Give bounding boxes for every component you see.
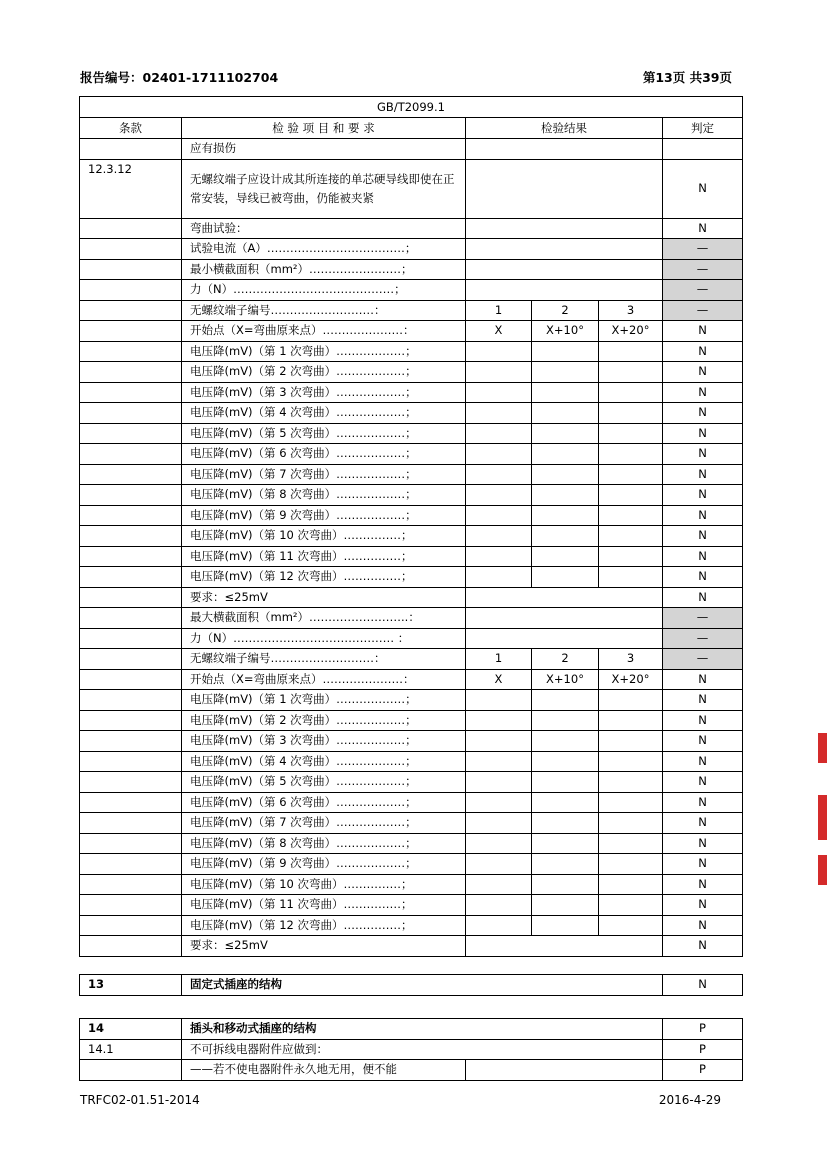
clause-cell — [80, 546, 182, 567]
section-14-last-text: ——若不使电器附件永久地无用，便不能 — [182, 1060, 466, 1081]
clause-cell — [80, 218, 182, 239]
page-info: 第13页 共39页 — [642, 70, 732, 85]
result-2 — [532, 505, 599, 526]
verdict-cell: N — [663, 772, 743, 793]
result-2 — [532, 423, 599, 444]
result-2 — [532, 731, 599, 752]
table-row — [80, 485, 743, 506]
result-3 — [599, 690, 663, 711]
clause-cell — [80, 669, 182, 690]
footer-date: 2016-4-29 — [658, 1093, 721, 1107]
voltage-drop-item: 电压降(mV)（第 10 次弯曲）……………； — [182, 526, 466, 547]
verdict-cell: N — [663, 218, 743, 239]
result-1: X — [466, 669, 532, 690]
seal-stamp-fragment — [818, 795, 827, 840]
table-row — [80, 218, 743, 239]
voltage-drop-item: 电压降(mV)（第 5 次弯曲）………………； — [182, 772, 466, 793]
table-row — [80, 505, 743, 526]
table-row — [80, 526, 743, 547]
col-header-item: 检 验 项 目 和 要 求 — [182, 118, 466, 139]
voltage-drop-item: 电压降(mV)（第 12 次弯曲）……………； — [182, 915, 466, 936]
result-cell — [466, 608, 663, 629]
clause-cell — [80, 854, 182, 875]
result-3: 3 — [599, 300, 663, 321]
result-cell — [466, 259, 663, 280]
clause-cell — [80, 833, 182, 854]
verdict-cell: N — [663, 341, 743, 362]
result-cell — [466, 239, 663, 260]
voltage-drop-item: 电压降(mV)（第 7 次弯曲）………………； — [182, 813, 466, 834]
verdict-cell: N — [663, 587, 743, 608]
result-2 — [532, 751, 599, 772]
table-row — [80, 608, 743, 629]
voltage-drop-item: 电压降(mV)（第 2 次弯曲）………………； — [182, 362, 466, 383]
item-cell: 开始点（X=弯曲原来点）…………………： — [182, 669, 466, 690]
result-2 — [532, 813, 599, 834]
result-2 — [532, 772, 599, 793]
result-2: X+10° — [532, 669, 599, 690]
standard-title: GB/T2099.1 — [80, 97, 743, 118]
verdict-cell: N — [663, 936, 743, 957]
table-row — [80, 239, 743, 260]
verdict-cell: N — [663, 505, 743, 526]
clause-cell — [80, 485, 182, 506]
clause-cell — [80, 628, 182, 649]
clause-cell — [80, 608, 182, 629]
clause-cell — [80, 300, 182, 321]
table-row — [80, 341, 743, 362]
clause-cell — [80, 321, 182, 342]
table-row — [80, 280, 743, 301]
result-1 — [466, 485, 532, 506]
inspection-table — [79, 96, 743, 139]
result-1 — [466, 854, 532, 875]
clause-cell — [80, 382, 182, 403]
verdict-cell: N — [663, 423, 743, 444]
verdict-cell: N — [663, 915, 743, 936]
table-row — [80, 792, 743, 813]
result-2 — [532, 710, 599, 731]
verdict-cell-shaded: — — [663, 628, 743, 649]
result-3 — [599, 751, 663, 772]
result-1 — [466, 546, 532, 567]
result-3 — [599, 731, 663, 752]
result-1 — [466, 423, 532, 444]
clause-cell — [80, 772, 182, 793]
table-row — [80, 915, 743, 936]
result-1 — [466, 362, 532, 383]
result-1 — [466, 895, 532, 916]
result-2 — [532, 444, 599, 465]
result-1: 1 — [466, 300, 532, 321]
clause-cell — [80, 239, 182, 260]
verdict-cell: N — [663, 813, 743, 834]
table-row — [80, 444, 743, 465]
result-1 — [466, 382, 532, 403]
footer-doc-code: TRFC02-01.51-2014 — [80, 1093, 200, 1107]
verdict-cell: N — [663, 895, 743, 916]
verdict-cell: N — [663, 403, 743, 424]
result-2 — [532, 341, 599, 362]
table-row — [80, 854, 743, 875]
result-1 — [466, 731, 532, 752]
table-row — [80, 628, 743, 649]
voltage-drop-item: 电压降(mV)（第 7 次弯曲）………………； — [182, 464, 466, 485]
clause-cell — [80, 813, 182, 834]
result-2 — [532, 382, 599, 403]
result-3 — [599, 813, 663, 834]
verdict-cell: N — [663, 444, 743, 465]
item-cell: 最小横截面积（mm²）……………………； — [182, 259, 466, 280]
verdict-cell: N — [663, 690, 743, 711]
seal-stamp-fragment — [818, 733, 827, 763]
table-row — [80, 139, 743, 160]
clause-cell — [80, 280, 182, 301]
verdict-cell-shaded: — — [663, 649, 743, 670]
result-1: X — [466, 321, 532, 342]
table-row — [80, 833, 743, 854]
table-row — [80, 300, 743, 321]
result-3 — [599, 895, 663, 916]
voltage-drop-item: 电压降(mV)（第 3 次弯曲）………………； — [182, 382, 466, 403]
result-2 — [532, 915, 599, 936]
section-13-table — [79, 974, 743, 996]
report-number: 报告编号：02401-1711102704 — [80, 70, 279, 85]
table-row — [80, 259, 743, 280]
clause-cell — [80, 936, 182, 957]
section-13-title: 固定式插座的结构 — [182, 975, 663, 996]
requirement-item: 要求：≤25mV — [182, 936, 466, 957]
result-3 — [599, 915, 663, 936]
result-2 — [532, 403, 599, 424]
section-14-title: 插头和移动式插座的结构 — [182, 1019, 663, 1040]
result-2 — [532, 874, 599, 895]
voltage-drop-item: 电压降(mV)（第 4 次弯曲）………………； — [182, 751, 466, 772]
result-3 — [599, 854, 663, 875]
result-3 — [599, 464, 663, 485]
section-14-last-verdict: P — [663, 1060, 743, 1081]
table-row — [80, 403, 743, 424]
verdict-cell: N — [663, 854, 743, 875]
table-row — [80, 751, 743, 772]
section-14-last-result — [466, 1060, 663, 1081]
verdict-cell: N — [663, 710, 743, 731]
result-1 — [466, 690, 532, 711]
table-row — [80, 423, 743, 444]
voltage-drop-item: 电压降(mV)（第 5 次弯曲）………………； — [182, 423, 466, 444]
requirement-item: 要求：≤25mV — [182, 587, 466, 608]
table-row — [80, 772, 743, 793]
voltage-drop-item: 电压降(mV)（第 1 次弯曲）………………； — [182, 690, 466, 711]
table-row — [80, 813, 743, 834]
result-1 — [466, 444, 532, 465]
item-cell: 开始点（X=弯曲原来点）…………………： — [182, 321, 466, 342]
clause-cell — [80, 403, 182, 424]
table-row — [80, 321, 743, 342]
result-3: 3 — [599, 649, 663, 670]
result-3 — [599, 444, 663, 465]
clause-cell — [80, 259, 182, 280]
result-1 — [466, 772, 532, 793]
clause-cell — [80, 341, 182, 362]
result-3 — [599, 546, 663, 567]
result-3 — [599, 382, 663, 403]
table-row — [80, 731, 743, 752]
result-1 — [466, 341, 532, 362]
result-cell — [466, 936, 663, 957]
voltage-drop-item: 电压降(mV)（第 1 次弯曲）………………； — [182, 341, 466, 362]
verdict-cell-shaded: — — [663, 608, 743, 629]
voltage-drop-item: 电压降(mV)（第 8 次弯曲）………………； — [182, 485, 466, 506]
verdict-cell: N — [663, 382, 743, 403]
clause-cell — [80, 731, 182, 752]
result-2 — [532, 854, 599, 875]
section-14-1-clause: 14.1 — [80, 1039, 182, 1060]
voltage-drop-item: 电压降(mV)（第 9 次弯曲）………………； — [182, 854, 466, 875]
table-row — [80, 874, 743, 895]
table-row — [80, 567, 743, 588]
result-3 — [599, 710, 663, 731]
clause-cell — [80, 874, 182, 895]
table-row — [80, 159, 743, 218]
item-cell: 弯曲试验： — [182, 218, 466, 239]
section-14-last-clause — [80, 1060, 182, 1081]
table-row — [80, 362, 743, 383]
result-2 — [532, 485, 599, 506]
table-row — [80, 895, 743, 916]
verdict-cell: N — [663, 321, 743, 342]
voltage-drop-item: 电压降(mV)（第 4 次弯曲）………………； — [182, 403, 466, 424]
clause-cell — [80, 444, 182, 465]
result-3 — [599, 772, 663, 793]
voltage-drop-item: 电压降(mV)（第 6 次弯曲）………………； — [182, 444, 466, 465]
verdict-cell — [663, 139, 743, 160]
inspection-body-table — [79, 138, 743, 957]
verdict-cell: N — [663, 751, 743, 772]
section-14-table — [79, 1018, 743, 1081]
result-2 — [532, 464, 599, 485]
result-2: 2 — [532, 300, 599, 321]
verdict-cell: N — [663, 546, 743, 567]
verdict-cell: N — [663, 159, 743, 218]
result-3 — [599, 792, 663, 813]
voltage-drop-item: 电压降(mV)（第 10 次弯曲）……………； — [182, 874, 466, 895]
result-3 — [599, 362, 663, 383]
table-row — [80, 690, 743, 711]
result-cell — [466, 218, 663, 239]
result-1 — [466, 813, 532, 834]
clause-cell — [80, 567, 182, 588]
result-cell — [466, 587, 663, 608]
verdict-cell: N — [663, 731, 743, 752]
clause-cell — [80, 751, 182, 772]
clause-cell — [80, 505, 182, 526]
result-1 — [466, 751, 532, 772]
voltage-drop-item: 电压降(mV)（第 3 次弯曲）………………； — [182, 731, 466, 752]
item-cell: 试验电流（A）………………………………； — [182, 239, 466, 260]
result-3 — [599, 341, 663, 362]
section-14-1-verdict: P — [663, 1039, 743, 1060]
verdict-cell-shaded: — — [663, 259, 743, 280]
result-3 — [599, 874, 663, 895]
result-2 — [532, 792, 599, 813]
section-14-clause: 14 — [80, 1019, 182, 1040]
result-1 — [466, 710, 532, 731]
section-14-verdict: P — [663, 1019, 743, 1040]
result-1 — [466, 874, 532, 895]
clause-cell — [80, 792, 182, 813]
result-2 — [532, 690, 599, 711]
result-2 — [532, 546, 599, 567]
result-2 — [532, 362, 599, 383]
verdict-cell: N — [663, 567, 743, 588]
verdict-cell: N — [663, 874, 743, 895]
result-1 — [466, 833, 532, 854]
result-3: X+20° — [599, 669, 663, 690]
result-1 — [466, 526, 532, 547]
table-row — [80, 382, 743, 403]
result-1 — [466, 915, 532, 936]
result-3 — [599, 505, 663, 526]
verdict-cell: N — [663, 792, 743, 813]
voltage-drop-item: 电压降(mV)（第 12 次弯曲）……………； — [182, 567, 466, 588]
result-2 — [532, 526, 599, 547]
clause-cell — [80, 362, 182, 383]
clause-cell — [80, 895, 182, 916]
verdict-cell: N — [663, 485, 743, 506]
item-cell: 无螺纹端子编号………………………： — [182, 300, 466, 321]
result-1 — [466, 792, 532, 813]
table-row — [80, 587, 743, 608]
table-row — [80, 936, 743, 957]
result-1 — [466, 403, 532, 424]
seal-stamp-fragment — [818, 855, 827, 885]
verdict-cell: N — [663, 464, 743, 485]
result-3: X+20° — [599, 321, 663, 342]
result-3 — [599, 833, 663, 854]
table-row — [80, 710, 743, 731]
voltage-drop-item: 电压降(mV)（第 8 次弯曲）………………； — [182, 833, 466, 854]
voltage-drop-item: 电压降(mV)（第 2 次弯曲）………………； — [182, 710, 466, 731]
result-2 — [532, 833, 599, 854]
verdict-cell: N — [663, 669, 743, 690]
verdict-cell-shaded: — — [663, 239, 743, 260]
voltage-drop-item: 电压降(mV)（第 11 次弯曲）……………； — [182, 895, 466, 916]
result-2 — [532, 895, 599, 916]
clause-cell — [80, 915, 182, 936]
item-cell: 最大横截面积（mm²）……………………..： — [182, 608, 466, 629]
verdict-cell-shaded: — — [663, 280, 743, 301]
verdict-cell-shaded: — — [663, 300, 743, 321]
result-3 — [599, 485, 663, 506]
table-row — [80, 649, 743, 670]
result-1 — [466, 505, 532, 526]
voltage-drop-item: 电压降(mV)（第 6 次弯曲）………………； — [182, 792, 466, 813]
section-14-1-text: 不可拆线电器附件应做到： — [182, 1039, 663, 1060]
voltage-drop-item: 电压降(mV)（第 11 次弯曲）……………； — [182, 546, 466, 567]
result-cell — [466, 159, 663, 218]
table-row — [80, 464, 743, 485]
clause-cell — [80, 649, 182, 670]
section-13-verdict: N — [663, 975, 743, 996]
result-cell — [466, 139, 663, 160]
result-3 — [599, 423, 663, 444]
item-cell: 应有损伤 — [182, 139, 466, 160]
col-header-result: 检验结果 — [466, 118, 663, 139]
result-1: 1 — [466, 649, 532, 670]
col-header-verdict: 判定 — [663, 118, 743, 139]
section-13-clause: 13 — [80, 975, 182, 996]
item-cell: 力（N）……………………………………； — [182, 280, 466, 301]
item-cell: 无螺纹端子应设计成其所连接的单芯硬导线即使在正常安装，导线已被弯曲，仍能被夹紧 — [182, 159, 466, 218]
table-row — [80, 546, 743, 567]
verdict-cell: N — [663, 362, 743, 383]
result-2 — [532, 567, 599, 588]
clause-cell — [80, 690, 182, 711]
result-3 — [599, 567, 663, 588]
verdict-cell: N — [663, 833, 743, 854]
clause-cell — [80, 139, 182, 160]
result-1 — [466, 464, 532, 485]
result-1 — [466, 567, 532, 588]
result-cell — [466, 628, 663, 649]
item-cell: 力（N）…………………………………… ： — [182, 628, 466, 649]
clause-cell: 12.3.12 — [80, 159, 182, 218]
result-3 — [599, 526, 663, 547]
result-cell — [466, 280, 663, 301]
voltage-drop-item: 电压降(mV)（第 9 次弯曲）………………； — [182, 505, 466, 526]
clause-cell — [80, 464, 182, 485]
result-3 — [599, 403, 663, 424]
clause-cell — [80, 587, 182, 608]
clause-cell — [80, 423, 182, 444]
result-2: X+10° — [532, 321, 599, 342]
clause-cell — [80, 526, 182, 547]
result-2: 2 — [532, 649, 599, 670]
verdict-cell: N — [663, 526, 743, 547]
item-cell: 无螺纹端子编号………………………： — [182, 649, 466, 670]
clause-cell — [80, 710, 182, 731]
table-row — [80, 669, 743, 690]
col-header-clause: 条款 — [80, 118, 182, 139]
